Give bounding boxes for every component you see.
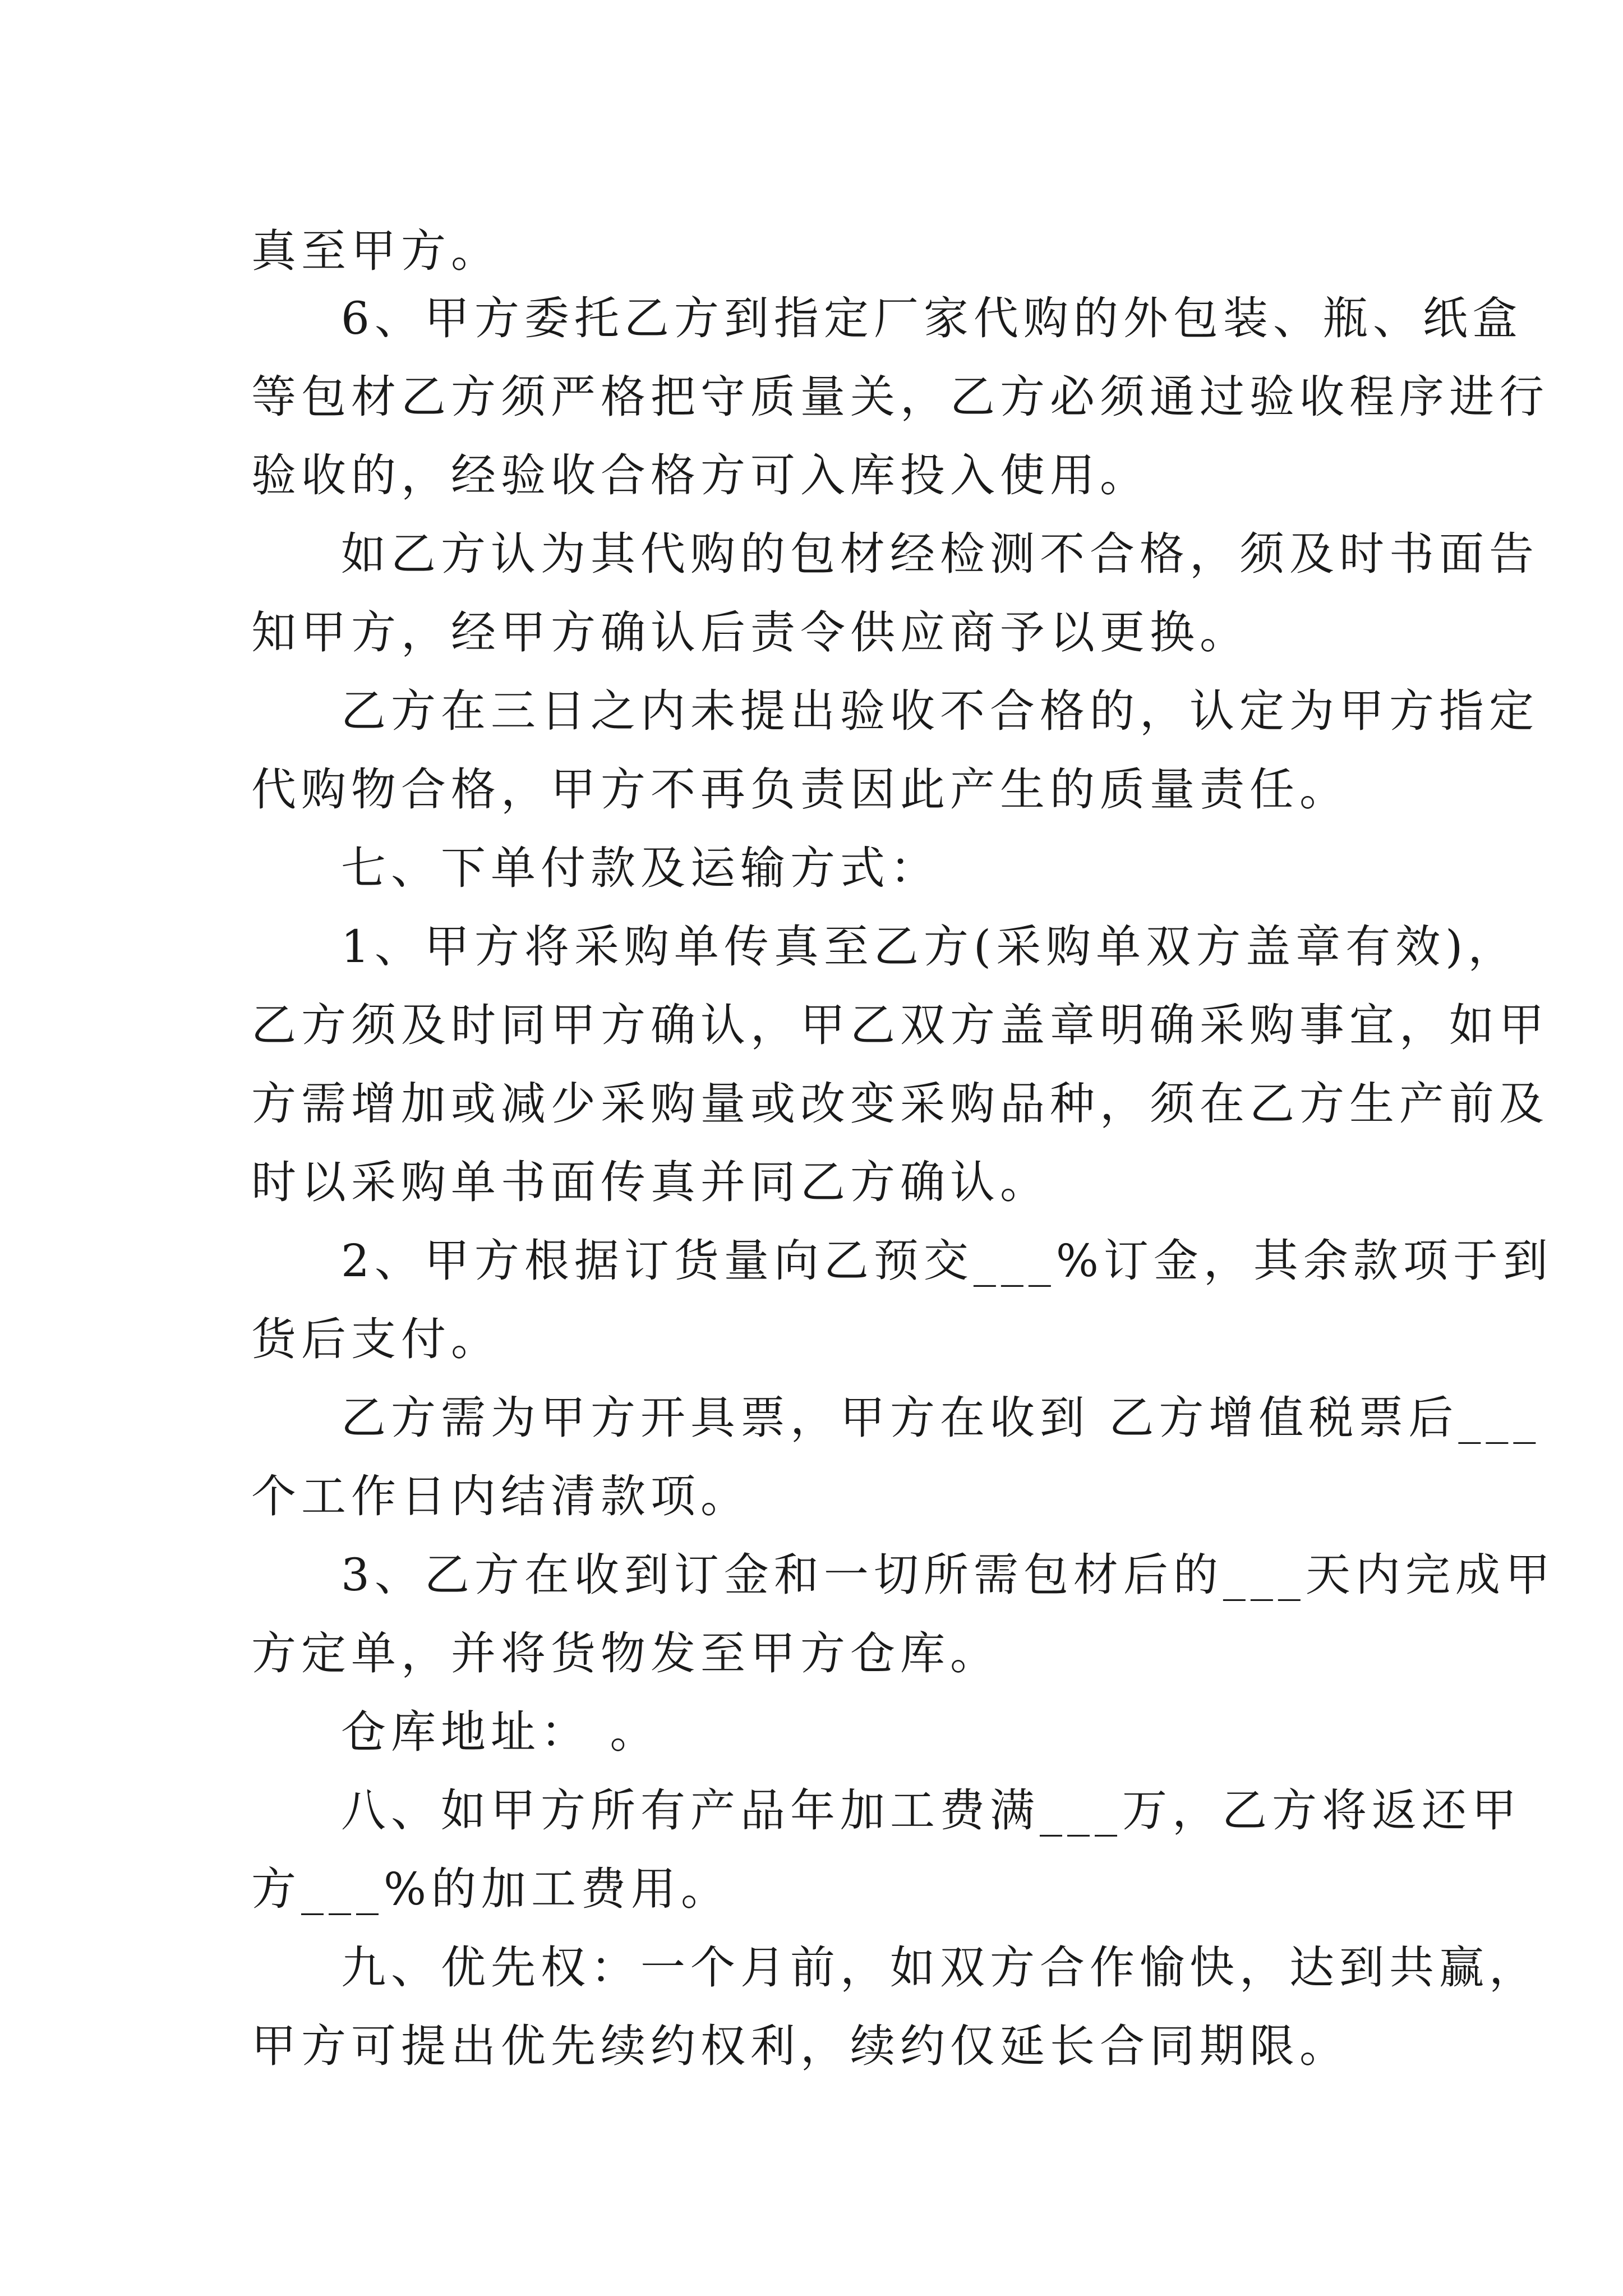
text-line: 方___%的加工费用。 [251, 1863, 731, 1915]
text-line: 乙方须及时同甲方确认，甲乙双方盖章明确采购事宜，如甲 [251, 999, 1549, 1051]
text-line: 代购物合格，甲方不再负责因此产生的质量责任。 [251, 763, 1349, 816]
paragraph-12 [251, 1929, 1539, 2086]
paragraph-2 [251, 279, 1549, 515]
paragraph-3 [251, 515, 1539, 672]
paragraph-9 [251, 1536, 1555, 1693]
text-line: 乙方需为甲方开具票，甲方在收到 乙方增值税票后___ [341, 1392, 1541, 1444]
text-line: 等包材乙方须严格把守质量关，乙方必须通过验收程序进行 [251, 371, 1549, 423]
paragraph-11 [251, 1772, 1521, 1929]
text-line: 真至甲方。 [251, 225, 501, 277]
paragraph-6 [251, 908, 1549, 1222]
paragraph-10 [251, 1693, 1395, 1772]
paragraph-7 [251, 1222, 1553, 1379]
paragraph-1 [251, 212, 1395, 291]
text-line: 3、乙方在收到订金和一切所需包材后的___天内完成甲 [341, 1549, 1555, 1601]
section-heading: 七、下单付款及运输方式： [341, 842, 940, 894]
text-line: 验收的，经验收合格方可入库投入使用。 [251, 449, 1150, 501]
text-line: 1、甲方将采购单传真至乙方(采购单双方盖章有效)， [341, 921, 1518, 973]
text-line: 个工作日内结清款项。 [251, 1470, 750, 1522]
text-line: 甲方可提出优先续约权利，续约仅延长合同期限。 [251, 2020, 1349, 2072]
text-line: 方定单，并将货物发至甲方仓库。 [251, 1627, 1000, 1680]
text-line: 时以采购单书面传真并同乙方确认。 [251, 1156, 1050, 1208]
text-line: 八、如甲方所有产品年加工费满___万，乙方将返还甲 [341, 1784, 1521, 1837]
text-line: 知甲方，经甲方确认后责令供应商予以更换。 [251, 606, 1249, 659]
text-line: 九、优先权：一个月前，如双方合作愉快，达到共赢， [341, 1941, 1539, 1994]
text-line: 货后支付。 [251, 1313, 501, 1365]
text-line: 6、甲方委托乙方到指定厂家代购的外包装、瓶、纸盒 [341, 292, 1523, 344]
text-line: 乙方在三日之内未提出验收不合格的，认定为甲方指定 [341, 685, 1539, 737]
paragraph-8 [251, 1379, 1541, 1536]
text-line: 如乙方认为其代购的包材经检测不合格，须及时书面告 [341, 528, 1539, 580]
paragraph-5 [251, 829, 1395, 908]
text-line: 仓库地址： 。 [341, 1706, 660, 1758]
text-line: 2、甲方根据订货量向乙预交___%订金，其余款项于到 [341, 1235, 1553, 1287]
paragraph-4 [251, 672, 1539, 829]
text-line: 方需增加或减少采购量或改变采购品种，须在乙方生产前及 [251, 1078, 1549, 1130]
